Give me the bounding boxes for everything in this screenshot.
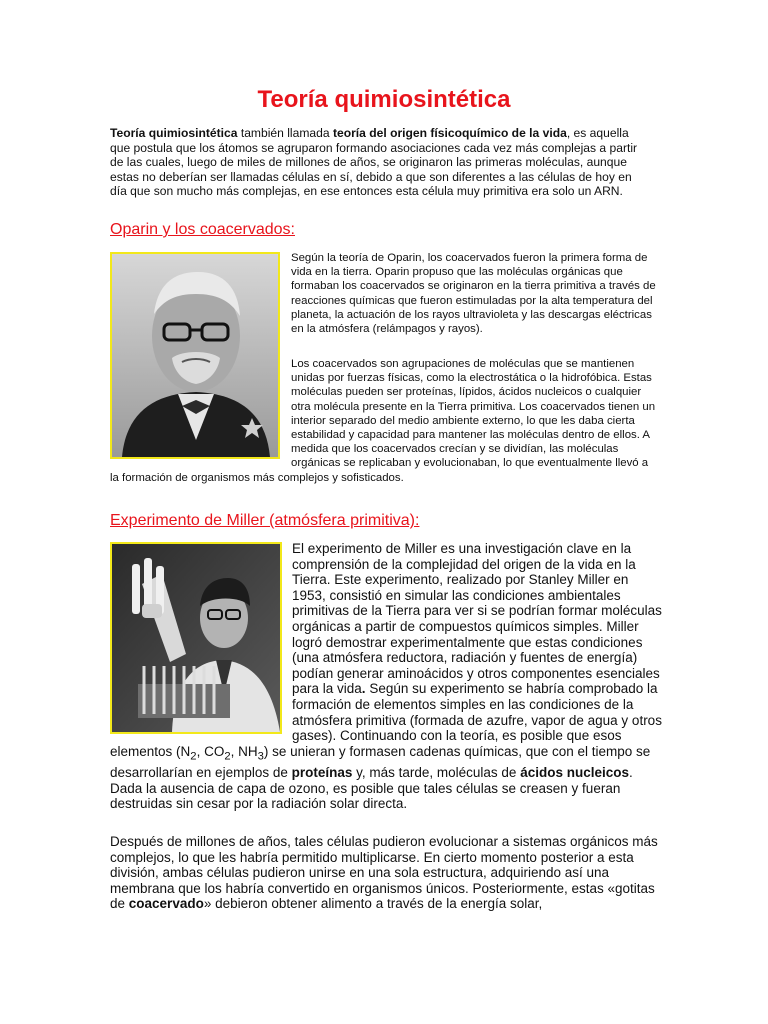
miller-p2-text-b: » debieron obtener alimento a través de la energía solar, xyxy=(203,896,543,912)
term-coacervado: coacervado xyxy=(128,896,204,912)
miller-p1-text-d: , CO xyxy=(196,743,225,759)
term-proteinas: proteínas xyxy=(291,765,353,780)
miller-p2-text-a: Después de millones de años, tales células pudieron evolucionar a sistemas orgánicos más complejos, lo que les habría permitido multiplicarse. En cierto momento posterior a esta división, ambas células pudieron unirse en una sola estructura, adquiriendo así una membrana que los habría convertido en organismos únicos. Posteriormente, estas «gotitas de xyxy=(110,834,658,912)
miller-p1-text-a: El experimento de Miller es una investigación clave en la comprensión de la complejidad del origen de la vida en la Tierra. Este experimento, realizado por Stanley Miller en 1953, consistió en simular las condiciones ambientales primitivas de la Tierra para ver si se podrían formar moléculas orgánicas a partir de compuestos químicos simples. Miller logró demostrar experimentalmente que estas condiciones (una atmósfera reductora, radiación y fuentes de energía) podían generar aminoácidos y otros componentes esenciales para la vida xyxy=(292,541,662,697)
section-heading-miller: Experimento de Miller (atmósfera primitiva): xyxy=(110,512,420,529)
intro-paragraph xyxy=(110,126,648,199)
subscript-co2: 2 xyxy=(224,750,231,763)
miller-p1-text-f: ) se unieran y formasen cadenas químicas, que con el tiempo se desarrollarían en ejemplos de xyxy=(110,743,651,780)
oparin-paragraph-1: Según la teoría de Oparin, los coacervados fueron la primera forma de vida en la tierra. Oparin propuso que las moléculas orgánicas que formaban los coacervados se originaron en la tierra primitiva a través de reacciones químicas que fueron estimuladas por la alta temperatura del planeta, la actuación de los rayos ultravioleta y las descargas eléctricas en la atmósfera (relámpagos y rayos). xyxy=(291,252,656,336)
subscript-nh3: 3 xyxy=(257,750,264,763)
page-title: Teoría quimiosintética xyxy=(257,86,511,113)
miller-paragraph-1 xyxy=(110,541,662,812)
miller-p1-text-e: , NH xyxy=(230,743,258,759)
text-wrap-spacer xyxy=(110,541,292,741)
oparin-paragraph-2-text: Los coacervados son agrupaciones de moléculas que se mantienen unidas por fuerzas físicas, como la electrostática o la hidrofóbica. Estas moléculas pueden ser proteínas, lípidos, ácidos nucleicos o cualquier otra molécula presente en la Tierra primitiva. Los coacervados tienen un interior separado del medio ambiente externo, lo que les daba cierta estabilidad y capacidad para mantener las moléculas dentro de ellos. A medida que los coacervados crecían y se dividían, las moléculas orgánicas se replicaban y evolucionaban, lo que eventualmente llevó a la formación de organismos más complejos y sofisticados. xyxy=(110,358,656,484)
miller-p1-text-h: . Dada la ausencia de capa de ozono, es posible que tales células se creasen y fueran destruidas sin cesar por la radiación solar directa. xyxy=(110,765,633,812)
oparin-paragraph-2 xyxy=(110,357,660,485)
text-wrap-spacer xyxy=(110,357,291,461)
miller-paragraph-2 xyxy=(110,834,662,912)
section-heading-oparin: Oparin y los coacervados: xyxy=(110,221,295,238)
miller-p1-period: . xyxy=(361,681,366,697)
miller-p1-text-c: , vapor de agua y otros gases). Continuando con la teoría, es posible que esos elementos (N xyxy=(110,712,662,759)
intro-text-1: también llamada xyxy=(237,126,333,140)
term-acidos-nucleicos: ácidos nucleicos xyxy=(520,765,629,780)
term-azufre: azufre xyxy=(486,712,524,728)
intro-lead: Teoría quimiosintética xyxy=(110,126,238,140)
miller-p1-text-g: y, más tarde, moléculas de xyxy=(352,765,521,780)
intro-bold-term: teoría del origen físicoquímico de la vida xyxy=(332,126,567,140)
intro-text-2: , es aquella que postula que los átomos se agruparon formando asociaciones cada vez más complejas a partir de las cuales, luego de miles de millones de años, se originaron las primeras moléculas, aunque estas no deberían ser llamadas células en sí, debido a que son diferentes a las células de hoy en día que son mucho más complejas, en ese entonces esta célula muy primitiva era solo un ARN. xyxy=(110,126,638,199)
subscript-n2: 2 xyxy=(190,750,197,763)
miller-p1-text-b: Según su experimento se habría comprobado la formación de elementos simples en las condiciones de la atmósfera primitiva (formada de xyxy=(292,681,658,728)
